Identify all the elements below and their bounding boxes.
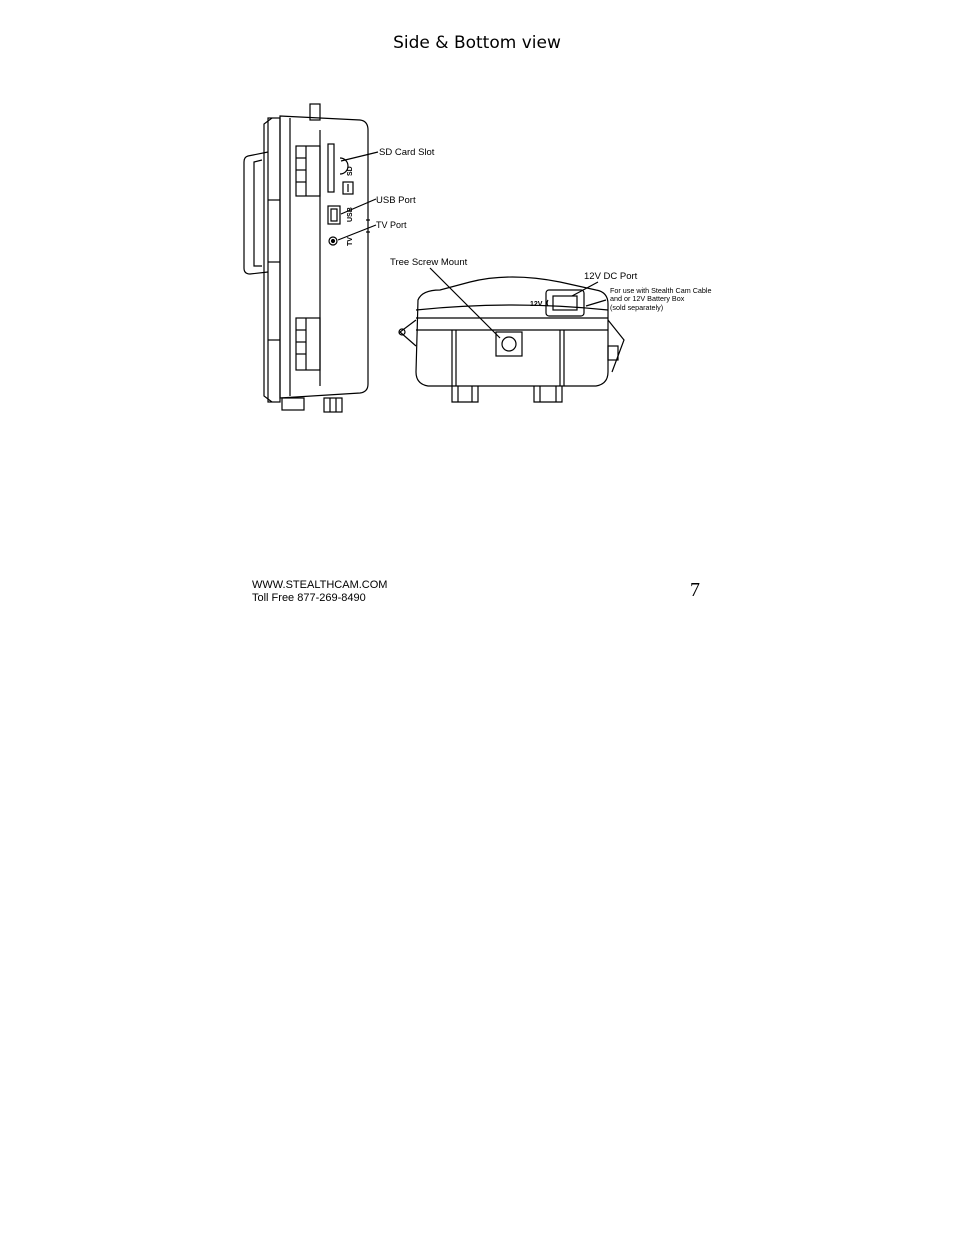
page-title: Side & Bottom view bbox=[393, 33, 561, 53]
dc-note-line2: and or 12V Battery Box bbox=[610, 294, 685, 303]
sd-card-slot-icon bbox=[328, 144, 334, 192]
sd-marking: SD bbox=[347, 166, 354, 176]
dc-port-label: 12V DC Port bbox=[584, 271, 638, 282]
dc-marking: 12V bbox=[530, 301, 543, 308]
tv-marking: TV bbox=[347, 237, 354, 246]
dc-note-line1: For use with Stealth Cam Cable bbox=[610, 286, 712, 295]
footer-website[interactable]: WWW.STEALTHCAM.COM bbox=[252, 579, 388, 591]
tree-screw-mount-label: Tree Screw Mount bbox=[390, 257, 468, 268]
bottom-view-drawing bbox=[399, 268, 624, 402]
usb-marking: USB bbox=[347, 207, 354, 222]
tv-port-label: TV Port bbox=[376, 220, 407, 230]
usb-port-label: USB Port bbox=[376, 195, 416, 206]
footer-phone: Toll Free 877-269-8490 bbox=[252, 592, 366, 604]
footer-contact bbox=[252, 579, 387, 605]
dc-note-line3: (sold separately) bbox=[610, 303, 664, 312]
tree-screw-mount-icon bbox=[496, 332, 522, 356]
page-number: 7 bbox=[690, 579, 700, 601]
sd-card-slot-label: SD Card Slot bbox=[379, 147, 435, 158]
dc-port-icon bbox=[546, 290, 584, 316]
side-view-drawing bbox=[244, 104, 378, 412]
